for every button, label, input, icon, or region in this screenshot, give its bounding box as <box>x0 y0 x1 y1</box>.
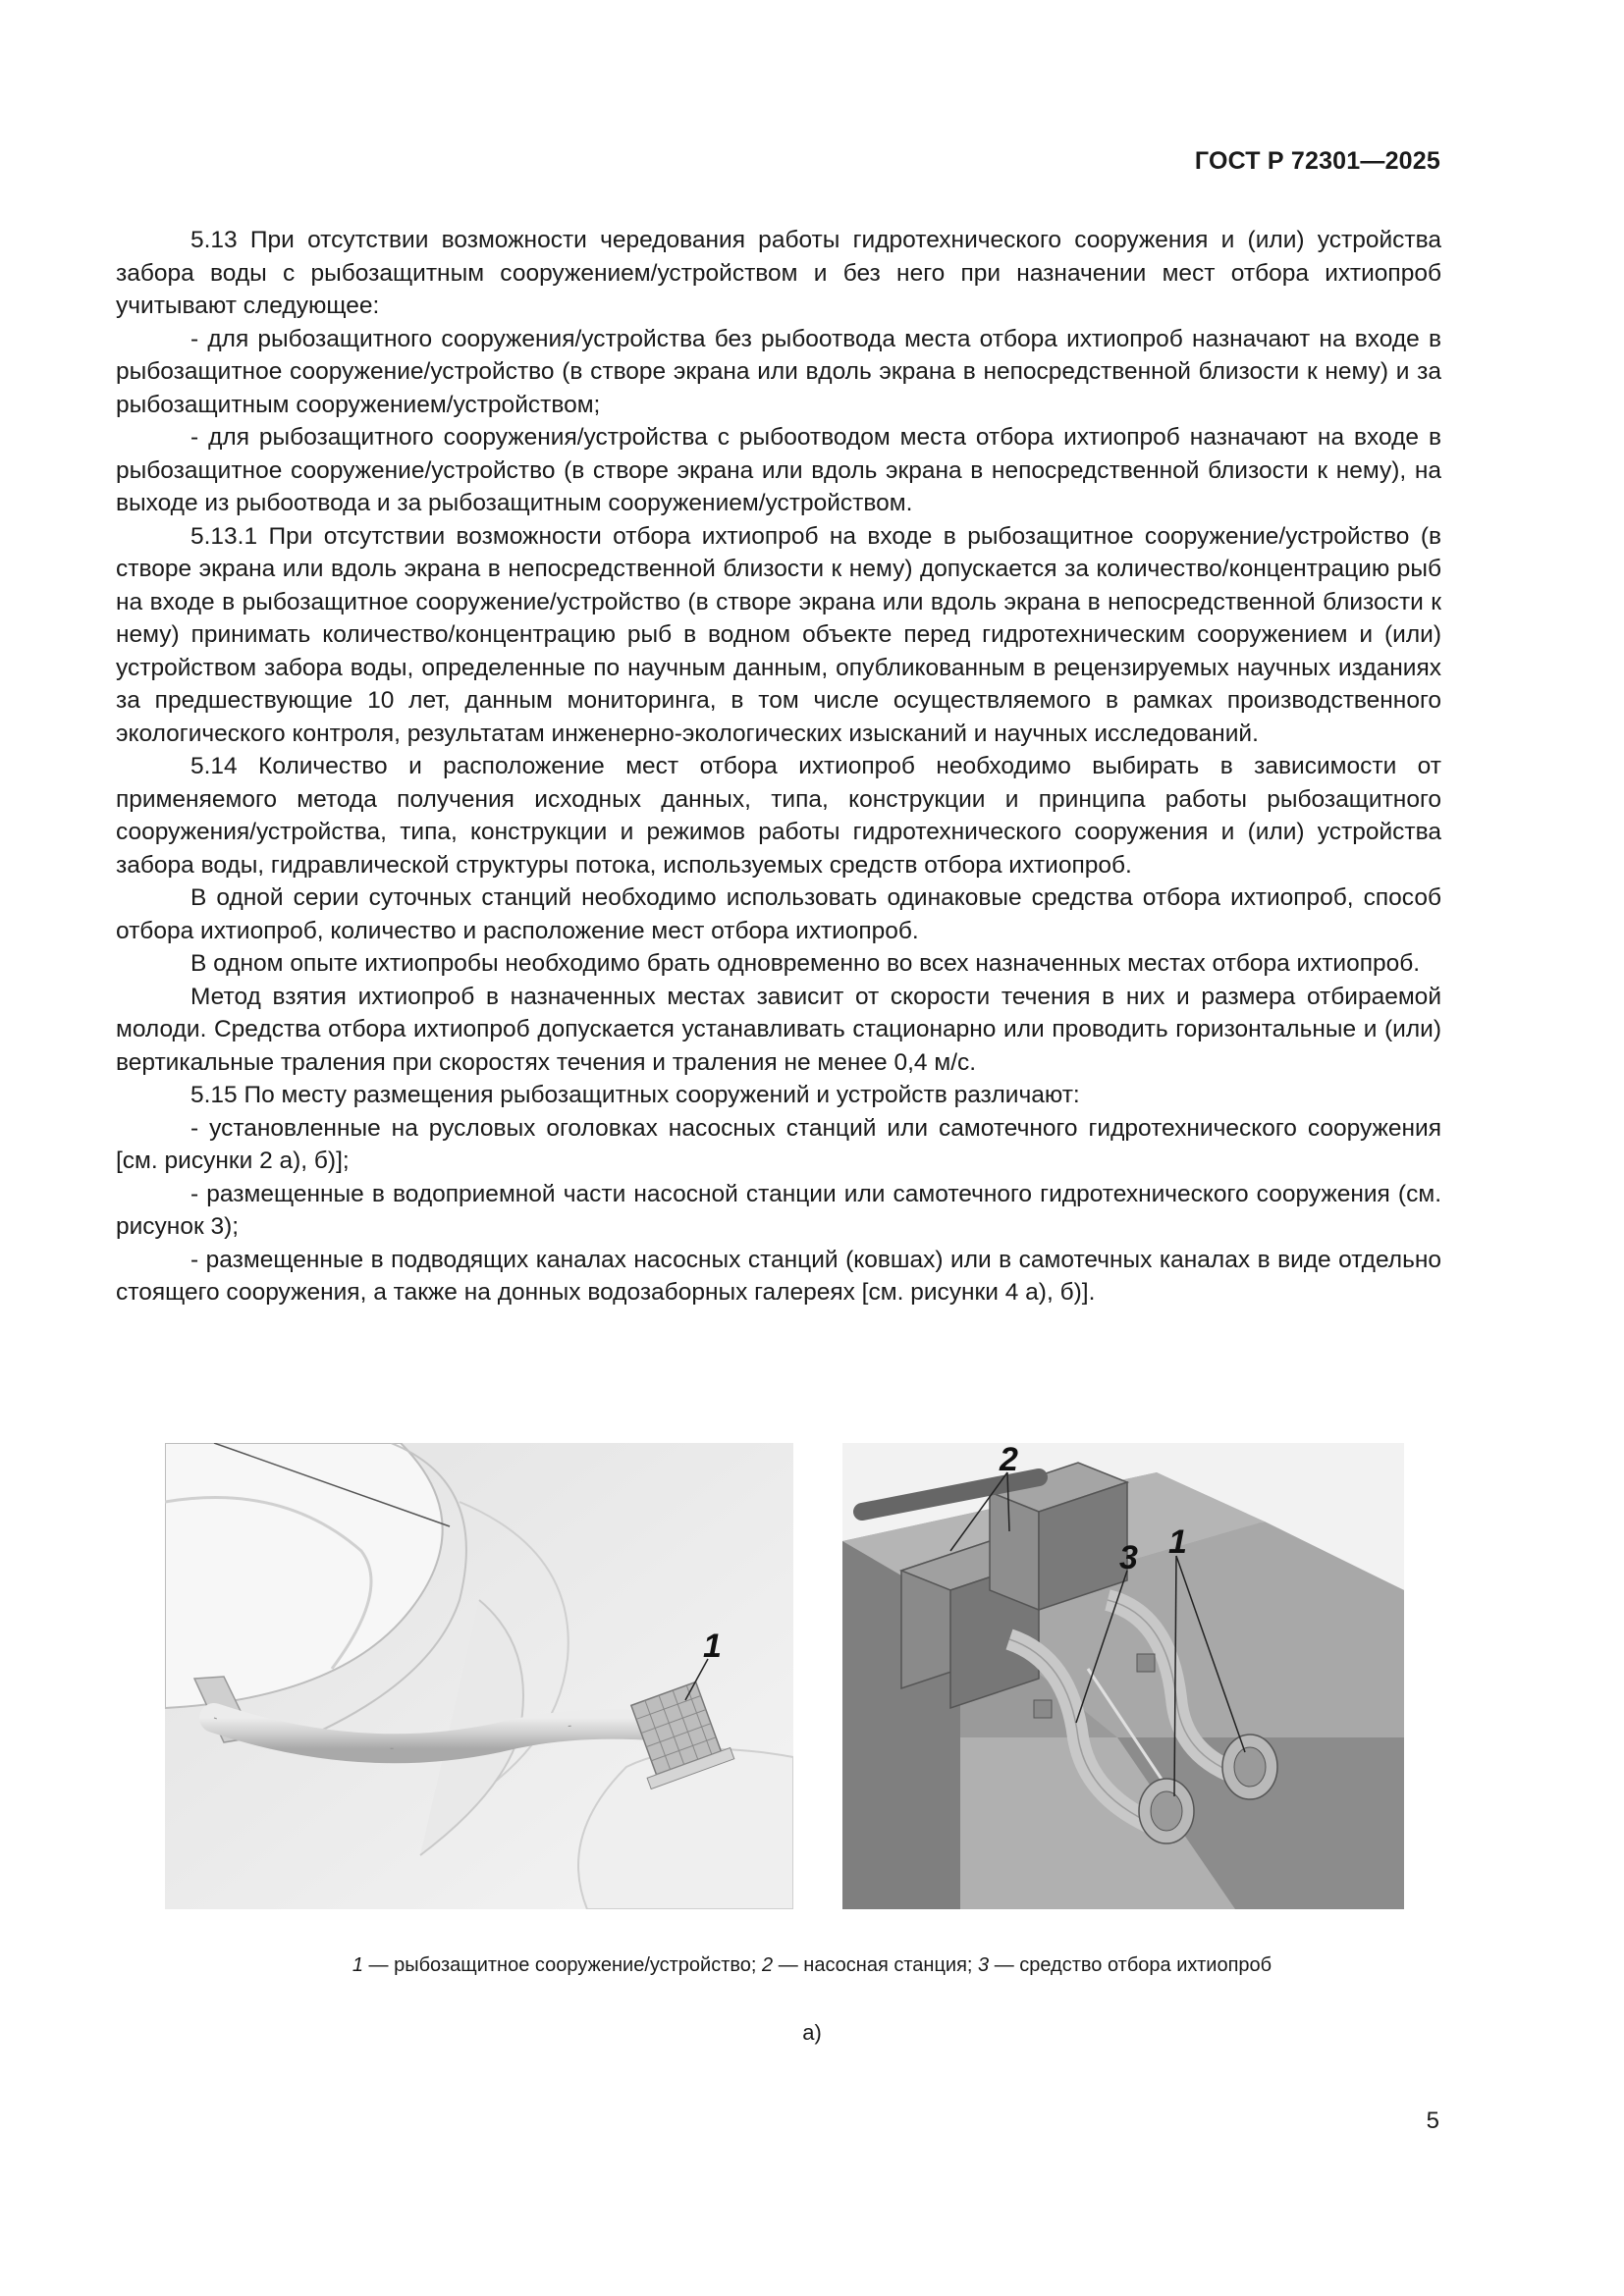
caption-text-3: — средство отбора ихтиопроб <box>989 1954 1272 1976</box>
body-text <box>116 224 1441 1309</box>
paragraph-5-14: 5.14 Количество и расположение мест отбора ихтиопроб необходимо выбирать в зависимости от применяемого метода получения исходных данных, типа, конструкции и принципа работы рыбозащитного сооружения/устройства, типа, конструкции и режимов работы гидротехнического сооружения и (или) устройства забора воды, гидравлической структуры потока, используемых средств отбора ихтиопроб. <box>116 753 1441 879</box>
list-item-channel-heads: - установленные на русловых оголовках насосных станций или самотечного гидротехнического сооружения [см. рисунки 2 а), б)]; <box>116 1114 1441 1174</box>
figure-callout-1-right: 1 <box>1168 1523 1187 1561</box>
figure-callout-3: 3 <box>1119 1539 1138 1576</box>
paragraph-daily-stations: В одной серии суточных станций необходимо использовать одинаковые средства отбора ихтиопроб, способ отбора ихтиопроб, количество и расположение мест отбора ихтиопроб. <box>116 884 1441 944</box>
list-item-without-fish-bypass: - для рыбозащитного сооружения/устройства без рыбоотвода места отбора ихтиопроб назначают на входе в рыбозащитное сооружение/устройство (в створе экрана или вдоль экрана в непосредственной близости к нему) и за рыбозащитным сооружением/устройством; <box>116 325 1441 418</box>
caption-text-2: — насосная станция; <box>773 1954 979 1976</box>
figure-caption <box>0 1954 1624 1977</box>
list-item-intake-part: - размещенные в водоприемной части насосной станции или самотечного гидротехнического сооружения (см. рисунок 3); <box>116 1180 1441 1240</box>
paragraph-5-13: 5.13 При отсутствии возможности чередования работы гидротехнического сооружения и (или) устройства забора воды с рыбозащитным сооружением/устройством и без него при назначении мест отбора ихтиопроб учитывают следующее: <box>116 227 1441 319</box>
figure-intake-head-illustration <box>165 1443 793 1909</box>
figure-sublabel: а) <box>802 2020 822 2045</box>
document-number: ГОСТ Р 72301—2025 <box>1194 147 1440 175</box>
caption-text-1: — рыбозащитное сооружение/устройство; <box>362 1954 763 1976</box>
paragraph-sampling-method: Метод взятия ихтиопроб в назначенных местах зависит от скорости течения в них и размера отбираемой молоди. Средства отбора ихтиопроб допускается устанавливать стационарно или проводить горизонтальные и (или) вертикальные траления при скоростях течения и траления не менее 0,4 м/с. <box>116 983 1441 1076</box>
figure-2a <box>165 1443 1404 1909</box>
caption-key-3: 3 <box>978 1954 990 1976</box>
figure-callout-1-left: 1 <box>703 1628 722 1665</box>
figure-pumping-station-illustration <box>842 1443 1404 1909</box>
list-item-supply-canals: - размещенные в подводящих каналах насосных станций (ковшах) или в самотечных каналах в виде отдельно стоящего сооружения, а также на донных водозаборных галереях [см. рисунки 4 а), б)]. <box>116 1246 1441 1306</box>
paragraph-5-13-1: 5.13.1 При отсутствии возможности отбора ихтиопроб на входе в рыбозащитное сооружение/устройство (в створе экрана или вдоль экрана в непосредственной близости к нему) допускается за количество/концентрацию рыб на входе в рыбозащитное сооружение/устройство (в створе экрана или вдоль экрана в непосредственной близости к нему) принимать количество/концентрацию рыб в водном объекте перед гидротехническим сооружением и (или) устройством забора воды, определенные по научным данным, опубликованным в рецензируемых научных изданиях за предшествующие 10 лет, данным мониторинга, в том числе осуществляемого в рамках производственного экологического контроля, результатам инженерно-экологических изысканий и научных исследований. <box>116 522 1441 747</box>
page-number: 5 <box>1426 2108 1439 2134</box>
paragraph-one-experiment: В одном опыте ихтиопробы необходимо брать одновременно во всех назначенных местах отбора ихтиопроб. <box>190 950 1421 977</box>
caption-key-1: 1 <box>352 1954 363 1976</box>
caption-key-2: 2 <box>762 1954 774 1976</box>
list-item-with-fish-bypass: - для рыбозащитного сооружения/устройства с рыбоотводом места отбора ихтиопроб назначают на входе в рыбозащитное сооружение/устройство (в створе экрана или вдоль экрана в непосредственной близости к нему), на выходе из рыбоотвода и за рыбозащитным сооружением/устройством. <box>116 424 1441 516</box>
paragraph-5-15: 5.15 По месту размещения рыбозащитных сооружений и устройств различают: <box>190 1082 1080 1108</box>
figure-callout-2: 2 <box>1000 1443 1018 1478</box>
